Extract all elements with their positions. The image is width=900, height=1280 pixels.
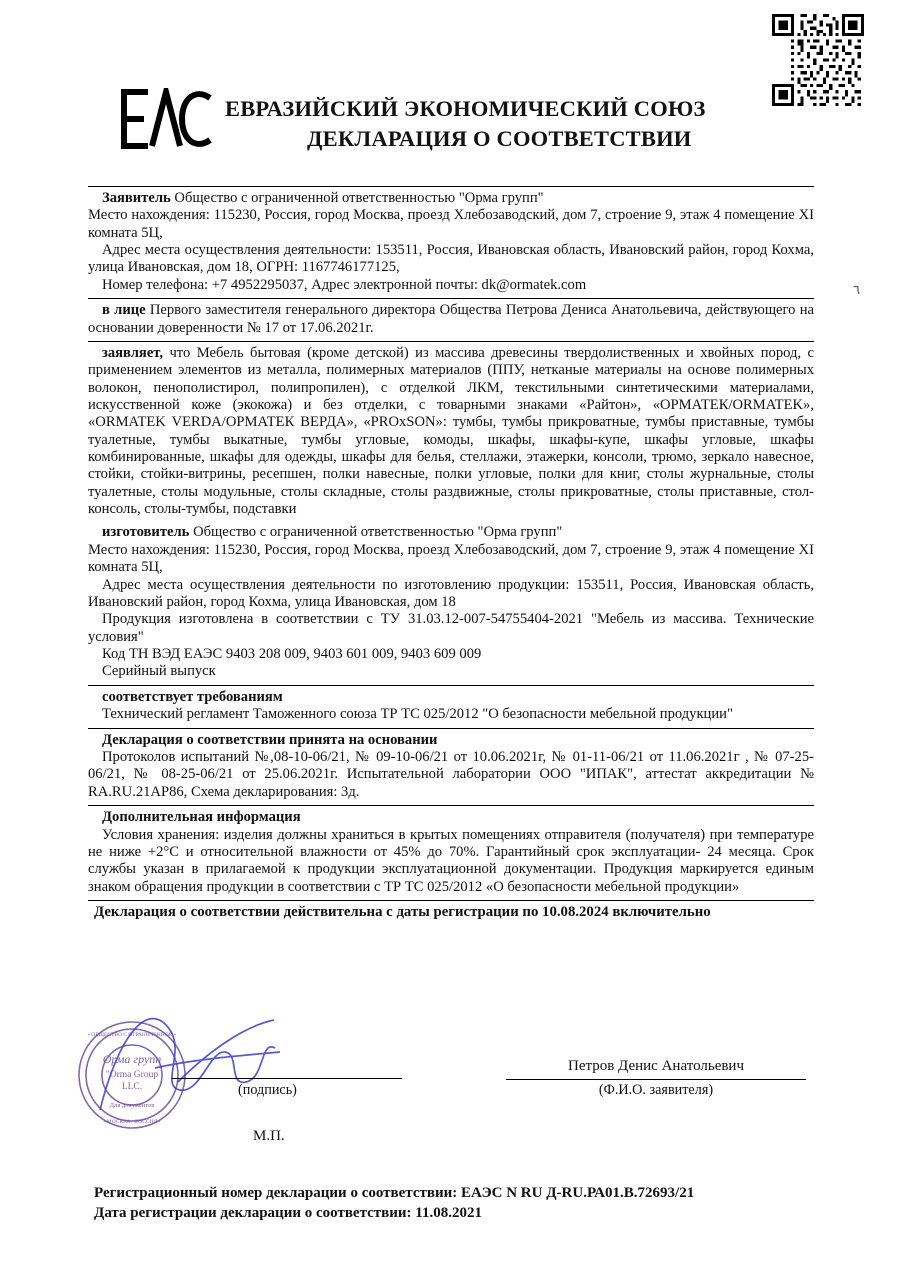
section-conformity [88, 685, 814, 728]
signatory-name: Петров Денис Анатольевич [567, 1058, 745, 1074]
section-manufacturer [88, 522, 814, 680]
seal-place-label: М.П. [253, 1128, 285, 1144]
representative-label: в лице [102, 302, 146, 319]
manufacturer-production-address: Адрес места осуществления деятельности по изготовлению продукции: 153511, Россия, Ивановская область, Ивановский район, город Кохма, улица Ивановская, дом 18 [88, 576, 814, 610]
conformity-text: Технический регламент Таможенного союза ТР ТС 025/2012 "О безопасности мебельной продукции" [102, 706, 733, 723]
applicant-name: Общество с ограниченной ответственностью "Орма групп" [174, 190, 544, 206]
additional-label: Дополнительная информация [102, 809, 301, 826]
signature-block [88, 1040, 814, 1180]
declares-label: заявляет, [102, 344, 164, 361]
manufacturer-tnved: Код ТН ВЭД ЕАЭС 9403 208 009, 9403 601 009, 9403 609 009 [102, 645, 482, 662]
section-representative [88, 298, 814, 341]
applicant-location: Место нахождения: 115230, Россия, город Москва, проезд Хлебозаводский, дом 7, строение 9, этаж 4 помещение XI комната 5Ц, [88, 207, 814, 241]
page-corner-mark: ٦ [853, 282, 860, 297]
title-line-1: ЕВРАЗИЙСКИЙ ЭКОНОМИЧЕСКИЙ СОЮЗ [225, 96, 706, 121]
eac-mark-icon [118, 88, 214, 150]
additional-text: Условия хранения: изделия должны храниться в крытых помещениях отправителя (получателя) при температуре не ниже +2°С и относительной влажности от 45% до 70%. Гарантийный срок эксплуатации- 24 месяца. Срок службы указан в прилагаемой к продукции эксплуатационной документации. Продукция маркируется единым знаком обращения продукции в соответствии с ТР ТС 025/2012 «О безопасности мебельной продукции» [88, 826, 814, 895]
signature-caption-left: (подпись) [238, 1082, 297, 1098]
applicant-line [88, 190, 814, 207]
section-declares [88, 341, 814, 523]
section-applicant [88, 186, 814, 298]
manufacturer-location: Место нахождения: 115230, Россия, город Москва, проезд Хлебозаводский, дом 7, строение 9, этаж 4 помещение XI комната 5Ц, [88, 541, 814, 576]
svg-text:Для документов: Для документов [109, 1102, 155, 1109]
applicant-contacts: Номер телефона: +7 4952295037, Адрес электронной почты: dk@ormatek.com [102, 276, 587, 293]
manufacturer-series: Серийный выпуск [102, 663, 216, 680]
svg-text:LLC.: LLC. [121, 1082, 143, 1092]
declares-line [88, 345, 814, 519]
qr-code [772, 14, 864, 106]
document-title [225, 96, 825, 152]
applicant-activity-address: Адрес места осуществления деятельности: 153511, Россия, Ивановская область, Ивановский район, город Кохма, улица Ивановская, дом 18, ОГРН: 1167746177125, [88, 242, 814, 276]
manufacturer-standard: Продукция изготовлена в соответствии с ТУ 31.03.12-007-54755404-2021 "Мебель из массива. Технические условия" [88, 611, 814, 645]
svg-text:• ОБЩЕСТВО С ОГРАНИЧЕННОЙ •: • ОБЩЕСТВО С ОГРАНИЧЕННОЙ • [88, 1032, 176, 1038]
document-body [88, 186, 814, 926]
conformity-label: соответствует требованиям [102, 688, 283, 705]
section-basis [88, 728, 814, 806]
manufacturer-name: Общество с ограниченной ответственностью "Орма групп" [193, 524, 563, 541]
applicant-label: Заявитель [102, 190, 171, 206]
representative-text: Первого заместителя генерального директора Общества Петрова Дениса Анатольевича, действующего на основании доверенности № 17 от 17.06.2021г. [88, 302, 814, 336]
signature-caption-right: (Ф.И.О. заявителя) [598, 1082, 714, 1098]
declares-text: что Мебель бытовая (кроме детской) из массива древесины твердолиственных и хвойных пород, с применением элементов из металла, полимерных материалов (ППУ, нетканые материалы на основе полимерных волокон, пенополистирол, полипропилен), с отделкой ЛКМ, текстильными синтетическими материалами, искусственной коже (экокожа) и без отделки, с товарными знаками «Райтон», «ОРМАТЕК/ORMATEK», «ORMATEK VERDA/ОРМАТЕК ВЕРДА», «PROxSON»: тумбы, тумбы прикроватные, тумбы приставные, тумбы туалетные, тумбы выкатные, тумбы угловые, комоды, шкафы, шкафы-купе, шкафы угловые, шкафы комбинированные, шкафы для одежды, шкафы для белья, стеллажи, этажерки, консоли, трюмо, зеркало навесное, стойки, стойки-витрины, ресепшен, полки навесные, полки угловые, полки для книг, столы журнальные, столы туалетные, столы модульные, столы складные, столы раздвижные, столы прикроватные, столы приставные, стол-консоль, столы-тумбы, подставки [88, 344, 814, 518]
basis-label: Декларация о соответствии принята на основании [102, 731, 438, 748]
registration-number: Регистрационный номер декларации о соответствии: ЕАЭС N RU Д-RU.РА01.В.72693/21 [94, 1185, 695, 1201]
registration-date: Дата регистрации декларации о соответствии: 11.08.2021 [94, 1204, 482, 1221]
registration-footer [88, 1184, 814, 1223]
signature-line-right [506, 1079, 806, 1080]
signature-line-left [172, 1078, 402, 1079]
section-additional [88, 805, 814, 900]
manufacturer-line [88, 524, 814, 541]
section-validity [88, 900, 814, 926]
svg-text:"Orma Group: "Orma Group [105, 1070, 159, 1080]
title-line-2: ДЕКЛАРАЦИЯ О СООТВЕТСТВИИ [307, 125, 692, 151]
svg-text:Орма групп: Орма групп [102, 1052, 162, 1066]
validity-text: Декларация о соответствии действительна с даты регистрации по 10.08.2024 включительно [94, 904, 711, 921]
representative-line [88, 302, 814, 337]
svg-text:• МОСКВА • РОССИЯ •: • МОСКВА • РОССИЯ • [103, 1119, 161, 1125]
basis-text: Протоколов испытаний №,08-10-06/21, № 09-10-06/21 от 10.06.2021г, № 01-11-06/21 от 11.06.2021г , № 07-25-06/21, № 08-25-06/21 от 25.06.2021г. Испытательной лаборатории ООО "ИПАК", аттестат аккредитации № RA.RU.21АР86, Схема декларирования: 3д. [88, 749, 814, 800]
manufacturer-label: изготовитель [102, 524, 190, 541]
